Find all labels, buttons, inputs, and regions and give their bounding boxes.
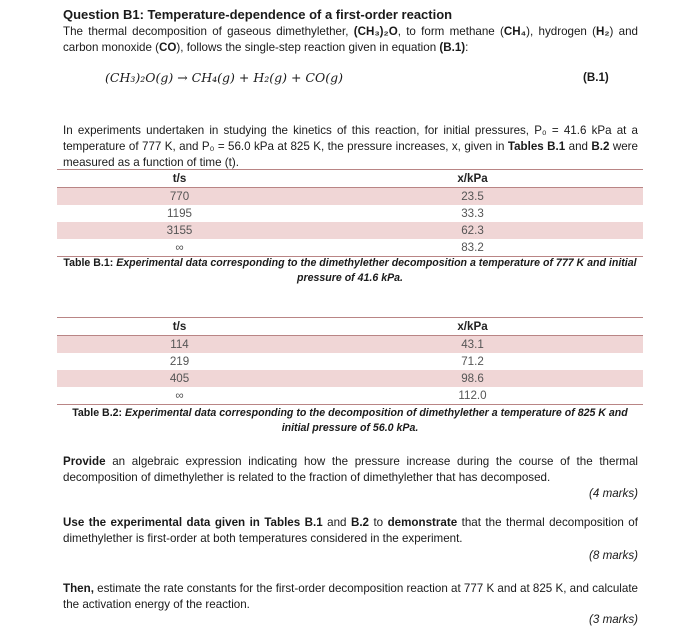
text: :	[465, 41, 469, 54]
table-b2	[57, 317, 643, 405]
table-b1-caption	[57, 256, 643, 286]
formula: CO	[159, 41, 177, 54]
cell: 112.0	[458, 389, 487, 402]
cell: 3155	[57, 222, 302, 239]
caption-text: Experimental data corresponding to the dimethylether decomposition a temperature of 777 K and initial pressure of 41.6 kPa.	[116, 257, 637, 284]
text: that the thermal decomposition of dimethylether is first-order at both temperatures considered in the experiment.	[63, 516, 638, 545]
bold-text: Use the experimental data given in	[63, 516, 260, 529]
text: were measured as a function of time (t).	[63, 140, 638, 169]
table-ref: Tables B.1	[507, 140, 566, 153]
marks-part-1: (4 marks)	[589, 487, 638, 500]
table-row	[57, 205, 643, 222]
caption-text: Experimental data corresponding to the decomposition of dimethylether a temperature of 825 K and initial pressure of 56.0 kPa.	[125, 407, 628, 434]
header-time: t/s	[172, 320, 187, 333]
formula: (CH₃)₂O	[353, 25, 398, 38]
table-row	[57, 387, 643, 405]
cell: 405	[57, 370, 302, 387]
table-row	[57, 222, 643, 239]
bold-text: Tables B.1	[264, 516, 323, 529]
cell: 62.3	[302, 222, 643, 239]
text: estimate the rate constants for the first-order decomposition reaction at 777 K and at 825 K, and calculate the activation energy of the reaction.	[63, 582, 638, 611]
table-ref: B.2	[591, 140, 610, 153]
cell: 33.3	[461, 207, 484, 220]
formula: H₂	[596, 25, 610, 38]
bold-text: B.2	[350, 516, 369, 529]
text: , to form methane (	[397, 25, 504, 38]
cell: 71.2	[461, 355, 484, 368]
text: The thermal decomposition of gaseous dimethylether,	[63, 25, 354, 38]
part-1	[63, 454, 638, 486]
text: ), hydrogen (	[526, 25, 596, 38]
table-row	[57, 239, 643, 257]
marks-part-3: (3 marks)	[589, 613, 638, 626]
question-title: Question B1: Temperature-dependence of a first-order reaction	[63, 7, 453, 22]
table-row	[57, 188, 643, 206]
text: ), follows the single-step reaction given in equation	[176, 41, 440, 54]
cell: 83.2	[461, 241, 484, 254]
formula: CH₄	[503, 25, 527, 38]
cell: 98.6	[302, 370, 643, 387]
caption-label: Table B.1:	[63, 257, 117, 269]
cell: 770	[57, 188, 302, 206]
text: In experiments undertaken in studying the kinetics of this reaction, for initial pressures, P₀ = 41.6 kPa at a temperature of 777 K, and P₀ = 56.0 kPa at 825 K, the pressure increases, x, given in	[63, 124, 638, 153]
equation-number: (B.1)	[583, 71, 609, 84]
table-row	[57, 336, 643, 354]
header-time: t/s	[172, 172, 187, 185]
cell: ∞	[175, 241, 184, 254]
part-3	[63, 581, 638, 613]
bold-text: Provide	[63, 455, 106, 468]
caption-label: Table B.2:	[72, 407, 126, 419]
table-row	[57, 353, 643, 370]
text: to	[369, 516, 388, 529]
experiment-paragraph	[63, 123, 638, 171]
text: an algebraic expression indicating how the pressure increase during the course of the thermal decomposition of dimethylether is related to the fraction of dimethylether that has decomposed.	[63, 455, 638, 484]
cell: 114	[57, 336, 302, 354]
table-row	[57, 370, 643, 387]
cell: ∞	[175, 389, 184, 402]
header-pressure: x/kPa	[457, 320, 488, 333]
text: and	[322, 516, 351, 529]
text: and	[565, 140, 592, 153]
part-2	[63, 515, 638, 547]
equation-ref: (B.1)	[439, 41, 466, 54]
cell: 23.5	[302, 188, 643, 206]
cell: 43.1	[302, 336, 643, 354]
bold-text: demonstrate	[387, 516, 458, 529]
cell: 1195	[167, 207, 192, 220]
cell: 219	[169, 355, 190, 368]
table-b2-caption	[57, 406, 643, 436]
reaction-equation: (CH₃)₂O(g) → CH₄(g) + H₂(g) + CO(g)	[105, 70, 343, 85]
bold-text: Then,	[63, 582, 94, 595]
intro-paragraph	[63, 24, 638, 56]
header-pressure: x/kPa	[457, 172, 488, 185]
table-b1	[57, 169, 643, 257]
text: ) and carbon monoxide (	[63, 25, 639, 54]
marks-part-2: (8 marks)	[589, 549, 638, 562]
